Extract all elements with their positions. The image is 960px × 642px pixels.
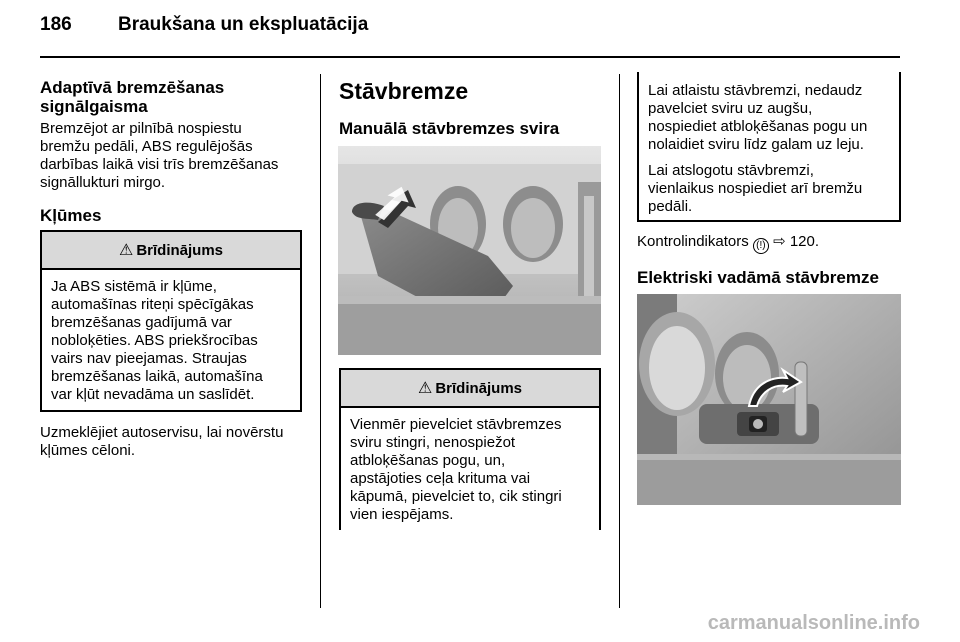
electric-brake-heading: Elektriski vadāmā stāvbremze bbox=[637, 268, 879, 287]
parking-brake-title: Stāvbremze bbox=[339, 78, 469, 104]
abs-paragraph bbox=[40, 120, 302, 192]
warning-box-abs bbox=[40, 230, 302, 412]
text-line: Ja ABS sistēmā ir kļūme, bbox=[51, 278, 217, 295]
text-line: vienlaikus nospiediet arī bremžu bbox=[648, 180, 863, 197]
text-line: nobloķēties. ABS priekšrocības bbox=[51, 332, 258, 349]
manual-lever-illustration bbox=[338, 146, 601, 355]
column-divider-1 bbox=[320, 74, 321, 608]
text-line: Bremzējot ar pilnībā nospiestu bbox=[40, 120, 242, 137]
text-line: darbības laikā visi trīs bremzēšanas bbox=[40, 156, 279, 173]
warning-title: Brīdinājums bbox=[435, 379, 523, 397]
release-instructions-box bbox=[637, 72, 901, 222]
warning-body bbox=[42, 270, 300, 404]
warning-box-lever bbox=[339, 368, 601, 530]
text-line: bremzēšanas gadījumā var bbox=[51, 314, 232, 331]
brake-indicator-icon: (!) bbox=[753, 238, 769, 254]
faults-heading: Kļūmes bbox=[40, 206, 102, 225]
text-line: Lai atlaistu stāvbremzi, nedaudz bbox=[648, 82, 863, 99]
warning-header bbox=[341, 370, 599, 408]
page-reference-icon: ⇨ bbox=[773, 233, 786, 250]
electric-brake-illustration bbox=[637, 294, 901, 505]
text-line: nospiediet atbloķēšanas pogu un bbox=[648, 118, 868, 135]
electric-brake-photo bbox=[637, 294, 901, 505]
text-line: bremzēšanas laikā, automašīna bbox=[51, 368, 263, 385]
section-title: Braukšana un ekspluatācija bbox=[118, 14, 369, 35]
text-line: atbloķēšanas pogu, un, bbox=[350, 452, 506, 469]
text-line: Lai atslogotu stāvbremzi, bbox=[648, 162, 814, 179]
text-line: Uzmeklējiet autoservisu, lai novērstu bbox=[40, 424, 284, 441]
text-line: nolaidiet sviru līdz galam uz leju. bbox=[648, 136, 864, 153]
manual-lever-heading: Manuālā stāvbremzes svira bbox=[339, 119, 560, 138]
column-divider-2 bbox=[619, 74, 620, 608]
text-line: pedāli. bbox=[648, 198, 693, 215]
header-rule bbox=[40, 56, 900, 58]
warning-triangle-icon: ⚠ bbox=[417, 380, 433, 397]
watermark: carmanualsonline.info bbox=[707, 612, 920, 634]
warning-body bbox=[341, 408, 599, 524]
text-line: bremžu pedāli, ABS regulējošās bbox=[40, 138, 253, 155]
page-reference[interactable]: 120. bbox=[789, 233, 820, 250]
text-line: kāpumā, pievelciet to, cik stingri bbox=[350, 488, 562, 505]
abs-heading-line2: signālgaisma bbox=[40, 97, 148, 116]
indicator-label: Kontrolindikators bbox=[637, 233, 749, 250]
text-line: automašīnas riteņi spēcīgākas bbox=[51, 296, 254, 313]
warning-triangle-icon: ⚠ bbox=[118, 242, 134, 259]
text-line: var kļūt nevadāma un saslīdēt. bbox=[51, 386, 255, 403]
text-line: apstājoties ceļa krituma vai bbox=[350, 470, 531, 487]
page-number: 186 bbox=[40, 14, 72, 35]
manual-lever-photo bbox=[338, 146, 601, 355]
text-line: sviru stingri, nenospiežot bbox=[350, 434, 516, 451]
release-paragraph bbox=[639, 72, 899, 216]
abs-heading-line1: Adaptīvā bremzēšanas bbox=[40, 78, 225, 97]
faults-paragraph bbox=[40, 424, 302, 460]
text-line: vairs nav pieejamas. Straujas bbox=[51, 350, 247, 367]
warning-header bbox=[42, 232, 300, 270]
text-line: kļūmes cēloni. bbox=[40, 442, 136, 459]
text-line: vien iespējams. bbox=[350, 506, 454, 523]
text-line: signāllukturi mirgo. bbox=[40, 174, 166, 191]
text-line: pavelciet sviru uz augšu, bbox=[648, 100, 813, 117]
warning-title: Brīdinājums bbox=[136, 241, 224, 259]
indicator-reference bbox=[637, 233, 901, 254]
text-line: Vienmēr pievelciet stāvbremzes bbox=[350, 416, 562, 433]
abs-heading bbox=[40, 78, 302, 116]
